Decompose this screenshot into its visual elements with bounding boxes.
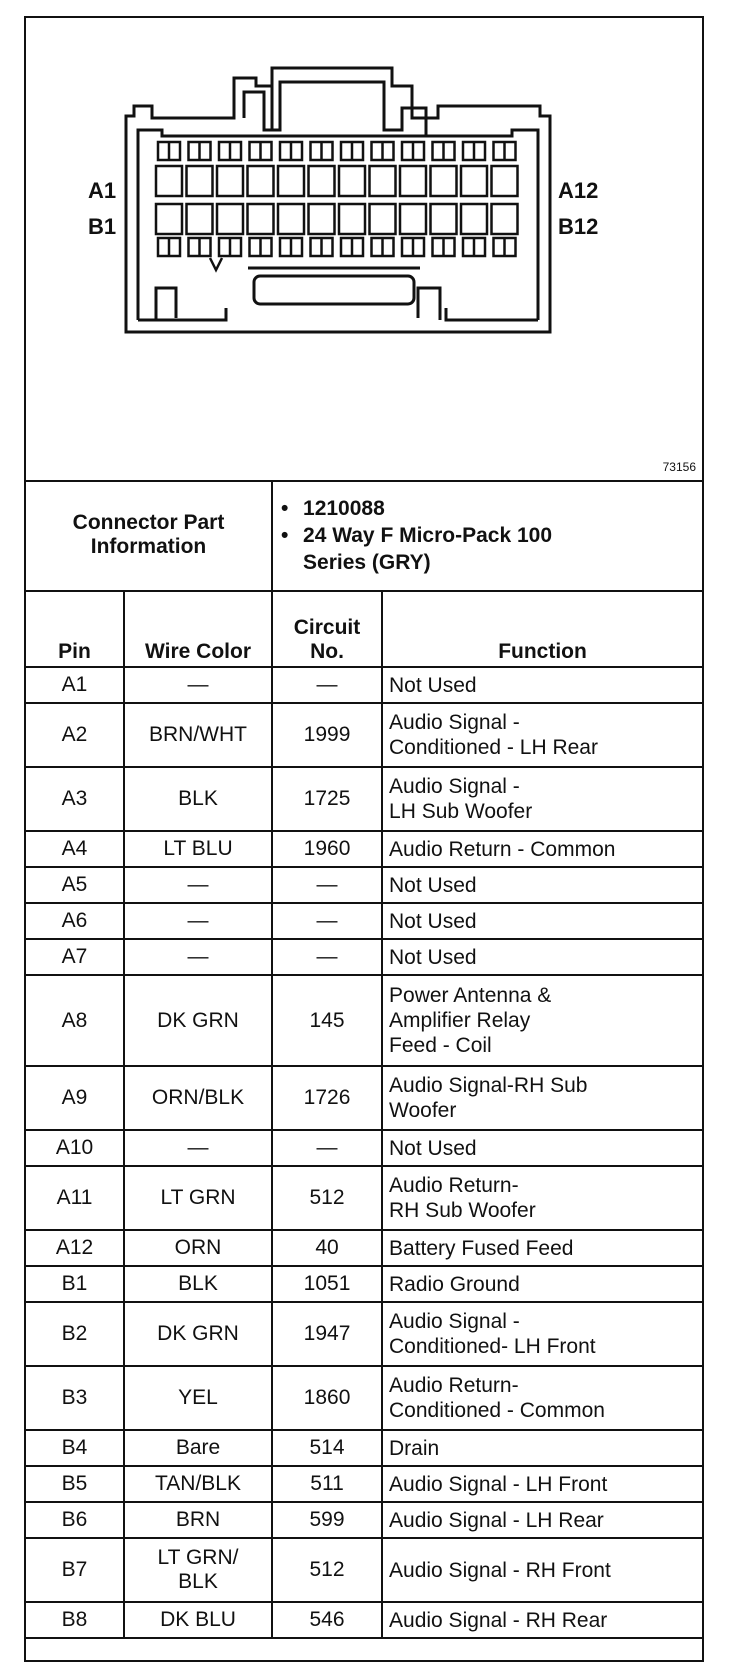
table-row <box>26 1066 702 1130</box>
function-cell <box>382 1366 702 1430</box>
function-cell-line: RH Sub Woofer <box>389 1199 536 1222</box>
wire-color-cell: YEL <box>124 1366 272 1430</box>
wire-color-cell-line: LT GRN/ <box>157 1546 239 1569</box>
function-cell <box>382 667 702 703</box>
function-cell-line: Audio Signal - RH Rear <box>389 1608 608 1632</box>
connector-info-values <box>272 480 702 591</box>
wire-color-cell: DK BLU <box>124 1602 272 1638</box>
cavity-row-b <box>492 204 518 234</box>
cavity-row-a <box>370 166 396 196</box>
function-cell-line: Audio Signal - LH Rear <box>389 1508 604 1532</box>
function-cell-line: Audio Signal - <box>389 775 520 798</box>
part-number: 1210088 <box>303 496 385 520</box>
function-cell <box>382 1430 702 1466</box>
circuit-cell: — <box>272 939 382 975</box>
wire-color-cell: DK GRN <box>124 975 272 1066</box>
wire-color-cell: ORN <box>124 1230 272 1266</box>
wire-color-cell <box>124 1538 272 1602</box>
bullet: • <box>281 523 289 547</box>
pin-label-a1: A1 <box>88 178 117 203</box>
function-cell-line: Audio Return- <box>389 1174 519 1197</box>
circuit-cell: 512 <box>272 1166 382 1230</box>
pin-cell: A1 <box>26 667 124 703</box>
function-cell-line: Audio Signal-RH Sub <box>389 1074 588 1097</box>
table-row <box>26 1166 702 1230</box>
function-cell <box>382 1230 702 1266</box>
circuit-cell: — <box>272 1130 382 1166</box>
circuit-cell: 40 <box>272 1230 382 1266</box>
cavity-row-a <box>461 166 487 196</box>
function-cell-line: Woofer <box>389 1099 457 1122</box>
circuit-cell: 514 <box>272 1430 382 1466</box>
pin-header: Pin <box>26 591 124 667</box>
function-cell <box>382 1602 702 1638</box>
wire-color-cell: — <box>124 903 272 939</box>
function-cell <box>382 1538 702 1602</box>
circuit-cell: 1960 <box>272 831 382 867</box>
circuit-cell: 1051 <box>272 1266 382 1302</box>
wire-color-cell: DK GRN <box>124 1302 272 1366</box>
function-cell-line: Not Used <box>389 673 477 697</box>
pin-cell: A9 <box>26 1066 124 1130</box>
pin-cell: A8 <box>26 975 124 1066</box>
header-row <box>26 591 702 667</box>
circuit-cell: 1947 <box>272 1302 382 1366</box>
wire-color-cell: LT GRN <box>124 1166 272 1230</box>
figure-number: 73156 <box>662 460 696 474</box>
function-cell-line: Not Used <box>389 1136 477 1160</box>
circuit-header-line2: No. <box>310 640 344 663</box>
circuit-cell: 599 <box>272 1502 382 1538</box>
pin-cell: A3 <box>26 767 124 831</box>
circuit-header-line1: Circuit <box>293 616 361 639</box>
function-cell <box>382 1166 702 1230</box>
table-row <box>26 1302 702 1366</box>
cavity-row-b <box>431 204 457 234</box>
wire-color-cell: — <box>124 867 272 903</box>
table-row <box>26 903 702 939</box>
pin-cell: B3 <box>26 1366 124 1430</box>
function-cell-line: Drain <box>389 1436 440 1460</box>
wire-color-header: Wire Color <box>124 591 272 667</box>
pin-cell: B6 <box>26 1502 124 1538</box>
cavity-row-a <box>217 166 243 196</box>
function-cell-line: Conditioned- LH Front <box>389 1335 596 1358</box>
table-row <box>26 1602 702 1638</box>
table-row <box>26 1130 702 1166</box>
function-cell-line: Not Used <box>389 945 477 969</box>
function-cell <box>382 975 702 1066</box>
function-cell <box>382 1266 702 1302</box>
function-cell <box>382 903 702 939</box>
table-row <box>26 703 702 767</box>
table-row <box>26 831 702 867</box>
function-cell-line: Audio Signal - LH Front <box>389 1472 608 1496</box>
pin-cell: A2 <box>26 703 124 767</box>
cavity-row-a <box>278 166 304 196</box>
function-cell <box>382 1066 702 1130</box>
connector-info-label: Connector Part Information <box>26 480 272 591</box>
circuit-cell: 1725 <box>272 767 382 831</box>
pin-cell: B7 <box>26 1538 124 1602</box>
table-row <box>26 1538 702 1602</box>
table-row <box>26 1366 702 1430</box>
circuit-cell: — <box>272 667 382 703</box>
function-cell-line: Conditioned - LH Rear <box>389 736 598 759</box>
circuit-cell: 145 <box>272 975 382 1066</box>
circuit-cell: 1726 <box>272 1066 382 1130</box>
connector-table <box>26 480 702 1639</box>
pin-cell: A11 <box>26 1166 124 1230</box>
connector-sheet <box>24 16 704 1662</box>
table-row <box>26 667 702 703</box>
function-cell <box>382 1502 702 1538</box>
table-row <box>26 1266 702 1302</box>
function-cell <box>382 867 702 903</box>
cavity-row-b <box>370 204 396 234</box>
pin-cell: B5 <box>26 1466 124 1502</box>
cavity-row-b <box>339 204 365 234</box>
pin-cell: B2 <box>26 1302 124 1366</box>
function-cell-line: Not Used <box>389 873 477 897</box>
wire-color-cell: — <box>124 667 272 703</box>
circuit-cell: 1860 <box>272 1366 382 1430</box>
pin-cell: A4 <box>26 831 124 867</box>
pin-cell: A12 <box>26 1230 124 1266</box>
pin-cell: A7 <box>26 939 124 975</box>
wire-color-cell: BRN <box>124 1502 272 1538</box>
cavity-row-b <box>156 204 182 234</box>
connector-description-1: 24 Way F Micro-Pack 100 <box>303 523 553 547</box>
wire-color-cell: BLK <box>124 767 272 831</box>
wire-color-cell: BLK <box>124 1266 272 1302</box>
wire-color-cell: — <box>124 939 272 975</box>
table-row <box>26 975 702 1066</box>
cavity-row-a <box>187 166 213 196</box>
pin-cell: B1 <box>26 1266 124 1302</box>
table-row <box>26 767 702 831</box>
function-cell-line: Audio Signal - <box>389 711 520 734</box>
cavity-row-b <box>309 204 335 234</box>
function-cell-line: Not Used <box>389 909 477 933</box>
table-row <box>26 939 702 975</box>
pin-cell: A10 <box>26 1130 124 1166</box>
connector-drawing <box>26 18 702 480</box>
wire-color-cell: ORN/BLK <box>124 1066 272 1130</box>
circuit-cell: — <box>272 867 382 903</box>
function-cell <box>382 1466 702 1502</box>
wire-color-cell-line: BLK <box>178 1570 218 1593</box>
table-row <box>26 1466 702 1502</box>
circuit-cell: 546 <box>272 1602 382 1638</box>
wire-color-cell: BRN/WHT <box>124 703 272 767</box>
circuit-cell: 511 <box>272 1466 382 1502</box>
cavity-row-b <box>187 204 213 234</box>
connector-diagram <box>26 18 702 482</box>
function-cell <box>382 1302 702 1366</box>
cavity-row-b <box>248 204 274 234</box>
function-cell-line: LH Sub Woofer <box>389 800 533 823</box>
function-cell <box>382 939 702 975</box>
pin-label-b1: B1 <box>88 214 117 239</box>
pin-label-a12: A12 <box>558 178 599 203</box>
connector-info-row <box>26 480 702 591</box>
cavity-row-a <box>400 166 426 196</box>
function-cell <box>382 1130 702 1166</box>
function-cell-line: Conditioned - Common <box>389 1399 605 1422</box>
bullet: • <box>281 496 289 520</box>
function-header: Function <box>382 591 702 667</box>
function-cell-line: Audio Return - Common <box>389 837 616 861</box>
table-row <box>26 1430 702 1466</box>
function-cell-line: Audio Return- <box>389 1374 519 1397</box>
wire-color-cell: LT BLU <box>124 831 272 867</box>
pin-cell: B4 <box>26 1430 124 1466</box>
cavity-row-b <box>461 204 487 234</box>
cavity-row-a <box>309 166 335 196</box>
pin-cell: A5 <box>26 867 124 903</box>
pin-label-b12: B12 <box>558 214 599 239</box>
cavity-row-a <box>492 166 518 196</box>
function-cell-line: Audio Signal - RH Front <box>389 1558 611 1582</box>
function-cell <box>382 767 702 831</box>
cavity-row-b <box>278 204 304 234</box>
circuit-header <box>272 591 382 667</box>
function-cell-line: Amplifier Relay <box>389 1009 531 1032</box>
cavity-row-a <box>248 166 274 196</box>
function-cell-line: Radio Ground <box>389 1272 520 1296</box>
cavity-row-a <box>156 166 182 196</box>
function-cell <box>382 703 702 767</box>
connector-description-2: Series (GRY) <box>303 550 431 574</box>
cavity-row-a <box>431 166 457 196</box>
circuit-cell: — <box>272 903 382 939</box>
function-cell-line: Power Antenna & <box>389 984 552 1007</box>
wire-color-cell: — <box>124 1130 272 1166</box>
function-cell-line: Battery Fused Feed <box>389 1236 574 1260</box>
function-cell-line: Audio Signal - <box>389 1310 520 1333</box>
circuit-cell: 512 <box>272 1538 382 1602</box>
cavity-row-a <box>339 166 365 196</box>
pin-cell: A6 <box>26 903 124 939</box>
wire-color-cell: TAN/BLK <box>124 1466 272 1502</box>
function-cell <box>382 831 702 867</box>
cavity-row-b <box>217 204 243 234</box>
table-row <box>26 1230 702 1266</box>
wire-color-cell: Bare <box>124 1430 272 1466</box>
cavity-row-b <box>400 204 426 234</box>
pin-cell: B8 <box>26 1602 124 1638</box>
circuit-cell: 1999 <box>272 703 382 767</box>
table-row <box>26 867 702 903</box>
function-cell-line: Feed - Coil <box>389 1034 492 1057</box>
table-row <box>26 1502 702 1538</box>
